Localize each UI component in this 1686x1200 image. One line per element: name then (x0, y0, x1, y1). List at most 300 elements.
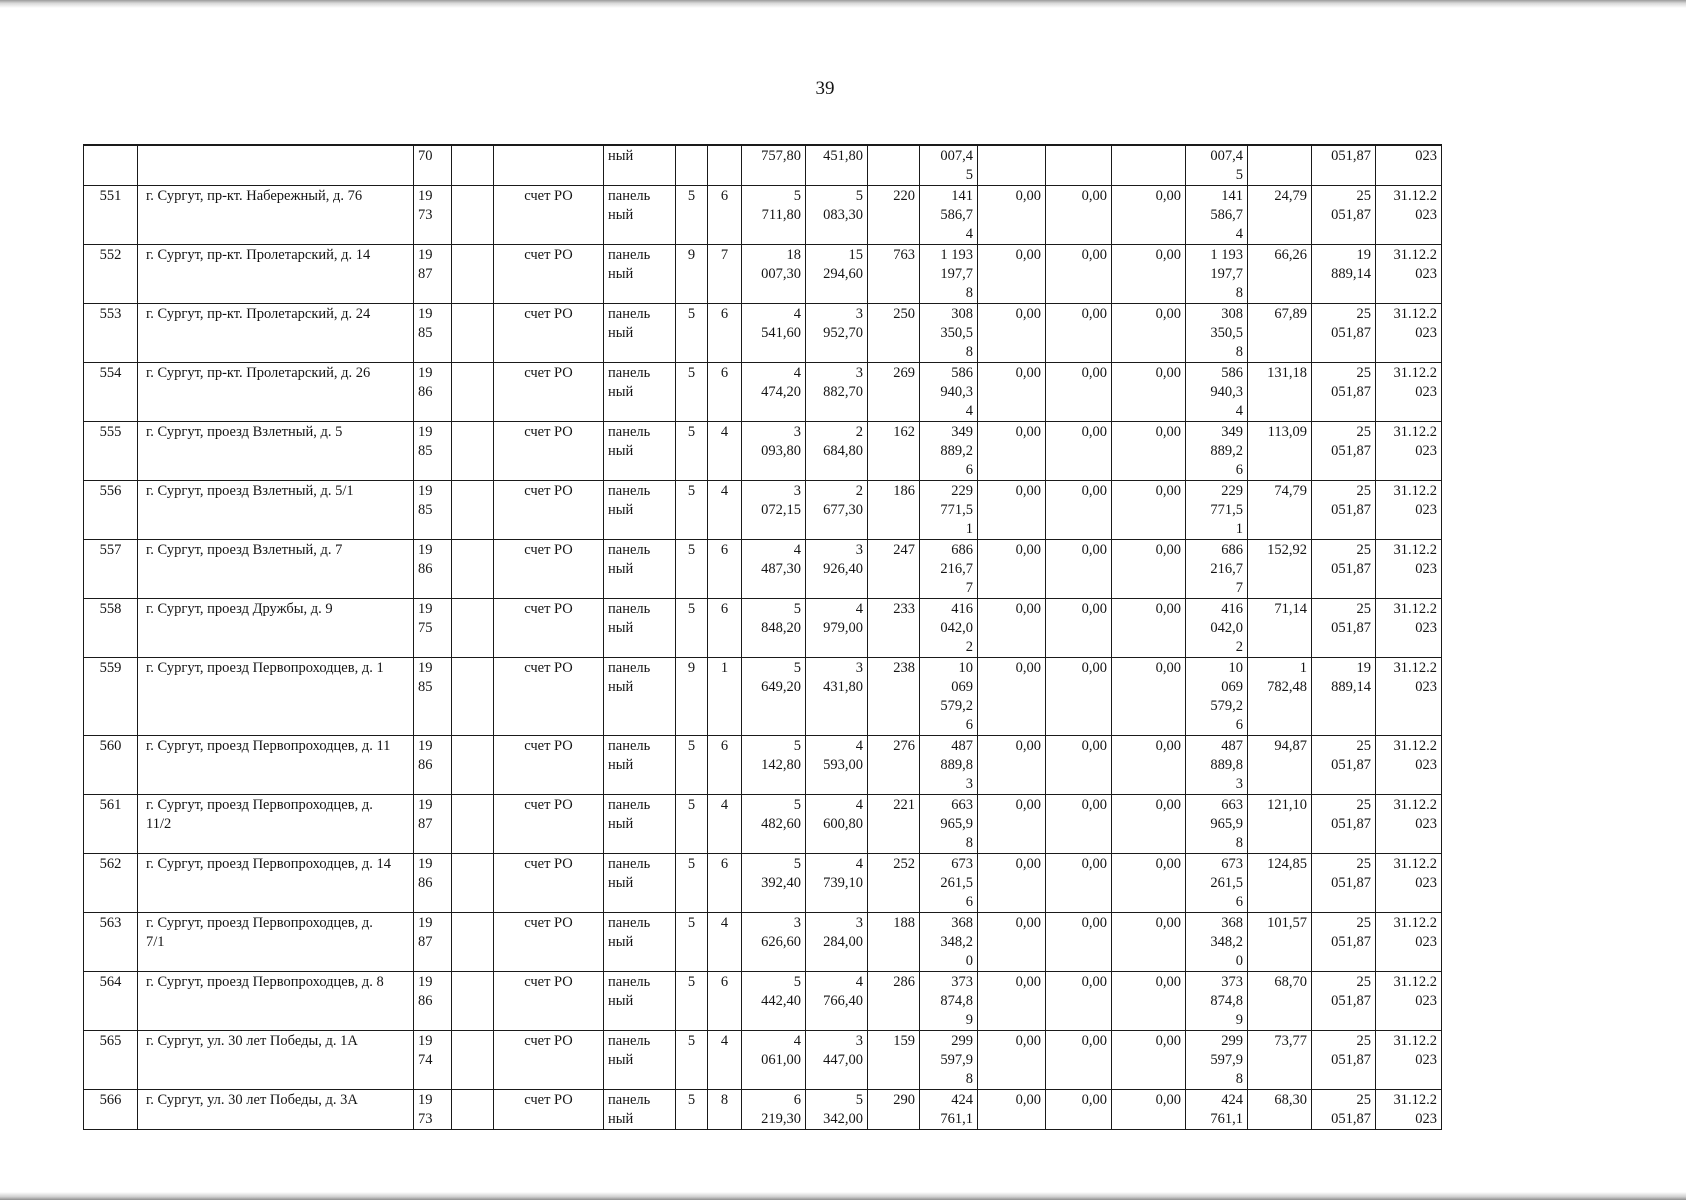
cell-area-living: 4 766,40 (806, 972, 868, 1031)
cell-wall: панель ный (604, 854, 676, 913)
cell-residents: 220 (868, 186, 920, 245)
cell-year: 19 86 (414, 854, 452, 913)
cell-area-living: 2 684,80 (806, 422, 868, 481)
cell-fund-owners: 686 216,7 7 (1186, 540, 1248, 599)
cell-address: г. Сургут, проезд Взлетный, д. 5 (138, 422, 414, 481)
cell-fund-regional: 0,00 (1046, 658, 1112, 736)
cell-fund-regional: 0,00 (1046, 913, 1112, 972)
cell-deadline: 31.12.2 023 (1376, 304, 1442, 363)
cell-fund-local: 0,00 (1112, 422, 1186, 481)
table-body (84, 145, 1442, 1130)
cell-fund-owners: 229 771,5 1 (1186, 481, 1248, 540)
cell-address: г. Сургут, проезд Первопроходцев, д. 7/1 (138, 913, 414, 972)
cell-fund-regional: 0,00 (1046, 795, 1112, 854)
cell-num: 552 (84, 245, 138, 304)
cell-cost-total: 487 889,8 3 (920, 736, 978, 795)
cell-year: 19 85 (414, 658, 452, 736)
cell-fund-regional: 0,00 (1046, 1031, 1112, 1090)
cell-floors: 5 (676, 1031, 708, 1090)
cell-num (84, 145, 138, 186)
cell-cost-per-m2: 121,10 (1248, 795, 1312, 854)
cell-area-total: 4 061,00 (742, 1031, 806, 1090)
cell-year: 19 87 (414, 795, 452, 854)
cell-cost-per-m2: 68,30 (1248, 1090, 1312, 1130)
table-row (84, 1090, 1442, 1130)
cell-num: 557 (84, 540, 138, 599)
cell-blank (452, 540, 494, 599)
cell-cost-per-m2: 152,92 (1248, 540, 1312, 599)
cell-residents: 252 (868, 854, 920, 913)
cell-address: г. Сургут, проезд Первопроходцев, д. 11 (138, 736, 414, 795)
cell-cost-total: 373 874,8 9 (920, 972, 978, 1031)
cell-funding: счет РО (494, 795, 604, 854)
cell-area-total: 5 848,20 (742, 599, 806, 658)
cell-entrances: 1 (708, 658, 742, 736)
cell-wall: ный (604, 145, 676, 186)
cell-fund-local: 0,00 (1112, 540, 1186, 599)
cell-fund-owners: 299 597,9 8 (1186, 1031, 1248, 1090)
cell-residents: 247 (868, 540, 920, 599)
cell-address: г. Сургут, пр-кт. Пролетарский, д. 24 (138, 304, 414, 363)
cell-year: 19 86 (414, 363, 452, 422)
cell-fund-local: 0,00 (1112, 186, 1186, 245)
cell-residents: 221 (868, 795, 920, 854)
cell-funding: счет РО (494, 972, 604, 1031)
cell-residents: 159 (868, 1031, 920, 1090)
cell-cost-per-m2: 71,14 (1248, 599, 1312, 658)
cell-fund-federal: 0,00 (978, 795, 1046, 854)
cell-entrances: 6 (708, 363, 742, 422)
cell-cost-limit: 25 051,87 (1312, 599, 1376, 658)
cell-num: 554 (84, 363, 138, 422)
cell-deadline: 31.12.2 023 (1376, 363, 1442, 422)
cell-residents: 238 (868, 658, 920, 736)
cell-cost-limit: 25 051,87 (1312, 736, 1376, 795)
cell-area-living: 2 677,30 (806, 481, 868, 540)
cell-wall: панель ный (604, 481, 676, 540)
cell-floors: 5 (676, 599, 708, 658)
cell-deadline: 31.12.2 023 (1376, 913, 1442, 972)
cell-address: г. Сургут, проезд Первопроходцев, д. 14 (138, 854, 414, 913)
cell-fund-owners: 416 042,0 2 (1186, 599, 1248, 658)
cell-fund-local: 0,00 (1112, 736, 1186, 795)
cell-fund-regional: 0,00 (1046, 304, 1112, 363)
cell-funding: счет РО (494, 186, 604, 245)
cell-cost-total: 673 261,5 6 (920, 854, 978, 913)
cell-fund-federal: 0,00 (978, 540, 1046, 599)
cell-year: 70 (414, 145, 452, 186)
cell-floors: 5 (676, 795, 708, 854)
cell-cost-limit: 19 889,14 (1312, 245, 1376, 304)
cell-address: г. Сургут, пр-кт. Набережный, д. 76 (138, 186, 414, 245)
cell-funding: счет РО (494, 540, 604, 599)
cell-area-total: 5 482,60 (742, 795, 806, 854)
cell-wall: панель ный (604, 736, 676, 795)
cell-address: г. Сургут, проезд Первопроходцев, д. 8 (138, 972, 414, 1031)
cell-wall: панель ный (604, 972, 676, 1031)
cell-floors: 5 (676, 304, 708, 363)
cell-fund-local: 0,00 (1112, 658, 1186, 736)
cell-address: г. Сургут, пр-кт. Пролетарский, д. 14 (138, 245, 414, 304)
cell-funding: счет РО (494, 658, 604, 736)
cell-address: г. Сургут, проезд Взлетный, д. 5/1 (138, 481, 414, 540)
cell-floors: 5 (676, 363, 708, 422)
cell-floors: 5 (676, 540, 708, 599)
cell-cost-limit: 25 051,87 (1312, 540, 1376, 599)
cell-cost-total: 349 889,2 6 (920, 422, 978, 481)
cell-fund-owners: 007,4 5 (1186, 145, 1248, 186)
cell-residents: 233 (868, 599, 920, 658)
cell-num: 563 (84, 913, 138, 972)
scan-edge-top (0, 0, 1686, 8)
cell-cost-limit: 25 051,87 (1312, 363, 1376, 422)
cell-residents: 763 (868, 245, 920, 304)
cell-cost-limit: 25 051,87 (1312, 972, 1376, 1031)
cell-entrances: 8 (708, 1090, 742, 1130)
cell-wall: панель ный (604, 658, 676, 736)
cell-fund-owners: 663 965,9 8 (1186, 795, 1248, 854)
cell-cost-limit: 25 051,87 (1312, 795, 1376, 854)
cell-floors: 5 (676, 422, 708, 481)
cell-area-total: 5 711,80 (742, 186, 806, 245)
cell-funding: счет РО (494, 854, 604, 913)
cell-fund-local: 0,00 (1112, 304, 1186, 363)
cell-num: 551 (84, 186, 138, 245)
cell-funding: счет РО (494, 1090, 604, 1130)
cell-entrances: 6 (708, 540, 742, 599)
cell-deadline: 31.12.2 023 (1376, 854, 1442, 913)
cell-cost-per-m2: 94,87 (1248, 736, 1312, 795)
cell-num: 565 (84, 1031, 138, 1090)
cell-floors: 5 (676, 913, 708, 972)
cell-blank (452, 1031, 494, 1090)
cell-fund-federal: 0,00 (978, 1031, 1046, 1090)
cell-cost-total: 10 069 579,2 6 (920, 658, 978, 736)
cell-funding: счет РО (494, 245, 604, 304)
cell-area-living: 3 952,70 (806, 304, 868, 363)
cell-area-total: 4 487,30 (742, 540, 806, 599)
cell-deadline: 31.12.2 023 (1376, 481, 1442, 540)
cell-floors: 9 (676, 658, 708, 736)
cell-fund-federal: 0,00 (978, 972, 1046, 1031)
cell-funding: счет РО (494, 1031, 604, 1090)
cell-blank (452, 422, 494, 481)
cell-entrances: 6 (708, 854, 742, 913)
table-row (84, 913, 1442, 972)
cell-wall: панель ный (604, 422, 676, 481)
cell-fund-regional (1046, 145, 1112, 186)
cell-address: г. Сургут, проезд Первопроходцев, д. 11/2 (138, 795, 414, 854)
cell-fund-regional: 0,00 (1046, 422, 1112, 481)
cell-cost-total: 229 771,5 1 (920, 481, 978, 540)
cell-cost-total: 308 350,5 8 (920, 304, 978, 363)
cell-blank (452, 736, 494, 795)
cell-blank (452, 363, 494, 422)
cell-fund-local: 0,00 (1112, 1031, 1186, 1090)
cell-blank (452, 304, 494, 363)
cell-address: г. Сургут, проезд Первопроходцев, д. 1 (138, 658, 414, 736)
cell-cost-total: 663 965,9 8 (920, 795, 978, 854)
cell-floors: 5 (676, 972, 708, 1031)
cell-funding: счет РО (494, 363, 604, 422)
cell-fund-federal: 0,00 (978, 363, 1046, 422)
cell-area-total: 757,80 (742, 145, 806, 186)
cell-area-living: 4 600,80 (806, 795, 868, 854)
cell-num: 560 (84, 736, 138, 795)
cell-residents: 269 (868, 363, 920, 422)
cell-fund-owners: 10 069 579,2 6 (1186, 658, 1248, 736)
cell-cost-per-m2: 67,89 (1248, 304, 1312, 363)
cell-cost-total: 141 586,7 4 (920, 186, 978, 245)
cell-fund-owners: 586 940,3 4 (1186, 363, 1248, 422)
cell-blank (452, 913, 494, 972)
cell-area-living: 3 431,80 (806, 658, 868, 736)
cell-fund-owners: 673 261,5 6 (1186, 854, 1248, 913)
housing-registry-table (83, 144, 1442, 1130)
cell-blank (452, 1090, 494, 1130)
cell-fund-regional: 0,00 (1046, 736, 1112, 795)
cell-fund-federal: 0,00 (978, 599, 1046, 658)
cell-floors: 5 (676, 481, 708, 540)
cell-address (138, 145, 414, 186)
cell-year: 19 74 (414, 1031, 452, 1090)
cell-cost-per-m2: 74,79 (1248, 481, 1312, 540)
cell-cost-limit: 051,87 (1312, 145, 1376, 186)
cell-num: 561 (84, 795, 138, 854)
cell-area-total: 4 541,60 (742, 304, 806, 363)
cell-address: г. Сургут, ул. 30 лет Победы, д. 1А (138, 1031, 414, 1090)
cell-year: 19 86 (414, 972, 452, 1031)
cell-area-living: 3 447,00 (806, 1031, 868, 1090)
cell-wall: панель ный (604, 1090, 676, 1130)
cell-deadline: 31.12.2 023 (1376, 245, 1442, 304)
cell-cost-per-m2 (1248, 145, 1312, 186)
table-row (84, 795, 1442, 854)
cell-address: г. Сургут, проезд Дружбы, д. 9 (138, 599, 414, 658)
cell-fund-federal: 0,00 (978, 1090, 1046, 1130)
cell-wall: панель ный (604, 913, 676, 972)
cell-num: 553 (84, 304, 138, 363)
cell-area-living: 3 926,40 (806, 540, 868, 599)
cell-fund-owners: 487 889,8 3 (1186, 736, 1248, 795)
table-row (84, 658, 1442, 736)
cell-num: 562 (84, 854, 138, 913)
cell-floors: 5 (676, 736, 708, 795)
cell-entrances: 7 (708, 245, 742, 304)
table-row (84, 422, 1442, 481)
cell-floors: 9 (676, 245, 708, 304)
cell-floors: 5 (676, 1090, 708, 1130)
table-row (84, 854, 1442, 913)
cell-blank (452, 795, 494, 854)
cell-funding: счет РО (494, 913, 604, 972)
cell-funding: счет РО (494, 304, 604, 363)
cell-area-living: 5 083,30 (806, 186, 868, 245)
cell-floors: 5 (676, 186, 708, 245)
cell-num: 566 (84, 1090, 138, 1130)
cell-deadline: 31.12.2 023 (1376, 186, 1442, 245)
cell-fund-owners: 141 586,7 4 (1186, 186, 1248, 245)
cell-num: 555 (84, 422, 138, 481)
cell-address: г. Сургут, проезд Взлетный, д. 7 (138, 540, 414, 599)
cell-cost-limit: 25 051,87 (1312, 481, 1376, 540)
cell-address: г. Сургут, ул. 30 лет Победы, д. 3А (138, 1090, 414, 1130)
cell-area-living: 4 979,00 (806, 599, 868, 658)
cell-blank (452, 186, 494, 245)
cell-cost-total: 007,4 5 (920, 145, 978, 186)
cell-funding: счет РО (494, 736, 604, 795)
cell-cost-per-m2: 101,57 (1248, 913, 1312, 972)
cell-area-total: 3 626,60 (742, 913, 806, 972)
page-number: 39 (815, 78, 835, 99)
cell-blank (452, 854, 494, 913)
cell-area-total: 5 442,40 (742, 972, 806, 1031)
cell-year: 19 87 (414, 245, 452, 304)
cell-floors (676, 145, 708, 186)
cell-year: 19 85 (414, 481, 452, 540)
table-row (84, 599, 1442, 658)
cell-funding (494, 145, 604, 186)
cell-wall: панель ный (604, 540, 676, 599)
cell-blank (452, 145, 494, 186)
table-row (84, 304, 1442, 363)
cell-fund-regional: 0,00 (1046, 599, 1112, 658)
cell-wall: панель ный (604, 304, 676, 363)
cell-area-living: 451,80 (806, 145, 868, 186)
cell-fund-regional: 0,00 (1046, 245, 1112, 304)
cell-funding: счет РО (494, 599, 604, 658)
cell-fund-federal: 0,00 (978, 736, 1046, 795)
cell-cost-total: 586 940,3 4 (920, 363, 978, 422)
cell-area-total: 18 007,30 (742, 245, 806, 304)
table-row (84, 481, 1442, 540)
cell-entrances: 4 (708, 481, 742, 540)
table-row (84, 972, 1442, 1031)
cell-residents: 250 (868, 304, 920, 363)
cell-fund-local: 0,00 (1112, 1090, 1186, 1130)
cell-entrances: 4 (708, 1031, 742, 1090)
cell-entrances: 6 (708, 186, 742, 245)
table-row (84, 736, 1442, 795)
table-row (84, 540, 1442, 599)
cell-area-living: 3 882,70 (806, 363, 868, 422)
cell-cost-limit: 25 051,87 (1312, 186, 1376, 245)
cell-year: 19 85 (414, 304, 452, 363)
cell-cost-limit: 19 889,14 (1312, 658, 1376, 736)
cell-deadline: 31.12.2 023 (1376, 599, 1442, 658)
cell-deadline: 31.12.2 023 (1376, 422, 1442, 481)
cell-fund-federal: 0,00 (978, 913, 1046, 972)
cell-entrances: 6 (708, 736, 742, 795)
cell-cost-per-m2: 1 782,48 (1248, 658, 1312, 736)
cell-blank (452, 658, 494, 736)
cell-fund-federal: 0,00 (978, 422, 1046, 481)
cell-residents: 286 (868, 972, 920, 1031)
cell-funding: счет РО (494, 422, 604, 481)
cell-area-total: 3 072,15 (742, 481, 806, 540)
cell-year: 19 87 (414, 913, 452, 972)
cell-wall: панель ный (604, 1031, 676, 1090)
cell-fund-federal (978, 145, 1046, 186)
cell-entrances: 6 (708, 304, 742, 363)
cell-cost-limit: 25 051,87 (1312, 1031, 1376, 1090)
cell-fund-federal: 0,00 (978, 658, 1046, 736)
cell-fund-local: 0,00 (1112, 245, 1186, 304)
cell-deadline: 023 (1376, 145, 1442, 186)
table-row (84, 363, 1442, 422)
cell-area-living: 3 284,00 (806, 913, 868, 972)
cell-area-living: 4 593,00 (806, 736, 868, 795)
cell-entrances: 4 (708, 422, 742, 481)
cell-year: 19 86 (414, 540, 452, 599)
cell-deadline: 31.12.2 023 (1376, 795, 1442, 854)
cell-area-total: 4 474,20 (742, 363, 806, 422)
cell-entrances: 4 (708, 913, 742, 972)
cell-cost-total: 299 597,9 8 (920, 1031, 978, 1090)
table-row (84, 145, 1442, 186)
cell-num: 559 (84, 658, 138, 736)
cell-num: 556 (84, 481, 138, 540)
cell-area-total: 5 392,40 (742, 854, 806, 913)
cell-fund-regional: 0,00 (1046, 1090, 1112, 1130)
cell-deadline: 31.12.2 023 (1376, 658, 1442, 736)
cell-year: 19 85 (414, 422, 452, 481)
cell-fund-local: 0,00 (1112, 854, 1186, 913)
cell-fund-local: 0,00 (1112, 795, 1186, 854)
cell-entrances (708, 145, 742, 186)
cell-cost-limit: 25 051,87 (1312, 422, 1376, 481)
cell-cost-total: 368 348,2 0 (920, 913, 978, 972)
cell-year: 19 73 (414, 1090, 452, 1130)
cell-fund-regional: 0,00 (1046, 481, 1112, 540)
cell-num: 558 (84, 599, 138, 658)
cell-fund-local: 0,00 (1112, 972, 1186, 1031)
cell-fund-local: 0,00 (1112, 913, 1186, 972)
cell-fund-federal: 0,00 (978, 481, 1046, 540)
cell-fund-regional: 0,00 (1046, 854, 1112, 913)
cell-blank (452, 972, 494, 1031)
table-row (84, 186, 1442, 245)
cell-fund-local: 0,00 (1112, 599, 1186, 658)
cell-fund-owners: 368 348,2 0 (1186, 913, 1248, 972)
cell-area-total: 5 649,20 (742, 658, 806, 736)
cell-residents: 188 (868, 913, 920, 972)
cell-fund-owners: 308 350,5 8 (1186, 304, 1248, 363)
cell-area-total: 6 219,30 (742, 1090, 806, 1130)
cell-address: г. Сургут, пр-кт. Пролетарский, д. 26 (138, 363, 414, 422)
cell-cost-per-m2: 68,70 (1248, 972, 1312, 1031)
cell-blank (452, 481, 494, 540)
cell-cost-total: 1 193 197,7 8 (920, 245, 978, 304)
cell-cost-total: 416 042,0 2 (920, 599, 978, 658)
cell-fund-owners: 1 193 197,7 8 (1186, 245, 1248, 304)
cell-residents: 186 (868, 481, 920, 540)
cell-fund-local: 0,00 (1112, 481, 1186, 540)
cell-floors: 5 (676, 854, 708, 913)
cell-fund-federal: 0,00 (978, 245, 1046, 304)
cell-wall: панель ный (604, 795, 676, 854)
cell-fund-federal: 0,00 (978, 304, 1046, 363)
cell-cost-per-m2: 66,26 (1248, 245, 1312, 304)
cell-fund-owners: 424 761,1 (1186, 1090, 1248, 1130)
cell-wall: панель ный (604, 186, 676, 245)
cell-fund-regional: 0,00 (1046, 540, 1112, 599)
table-row (84, 1031, 1442, 1090)
cell-cost-limit: 25 051,87 (1312, 304, 1376, 363)
cell-residents: 162 (868, 422, 920, 481)
cell-fund-local (1112, 145, 1186, 186)
cell-year: 19 86 (414, 736, 452, 795)
